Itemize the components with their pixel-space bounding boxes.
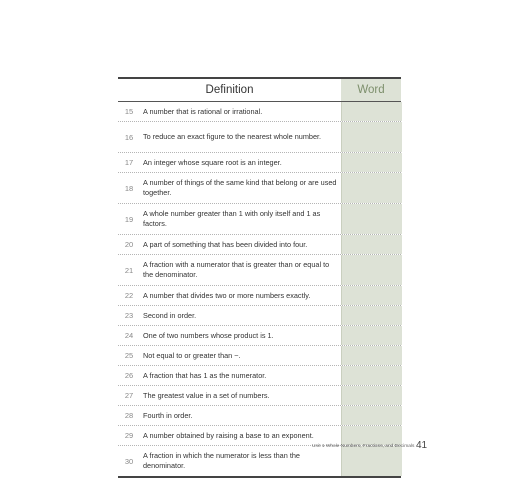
definition-text: A number obtained by raising a base to an exponent. xyxy=(143,430,314,440)
word-answer-cell[interactable] xyxy=(341,346,402,365)
word-answer-cell[interactable] xyxy=(341,153,402,172)
definition-text: A part of something that has been divided into four. xyxy=(143,239,308,249)
definition-text: An integer whose square root is an integer. xyxy=(143,157,282,167)
row-number: 15 xyxy=(124,107,134,116)
table-row xyxy=(118,153,401,173)
row-number: 16 xyxy=(124,132,134,142)
row-number: 30 xyxy=(124,456,134,466)
table-row xyxy=(118,235,401,255)
definition-text: To reduce an exact figure to the nearest whole number. xyxy=(143,132,322,142)
table-row xyxy=(118,173,401,204)
row-number: 27 xyxy=(124,391,134,400)
definition-text: Second in order. xyxy=(143,310,197,320)
word-answer-cell[interactable] xyxy=(341,255,402,285)
table-row xyxy=(118,326,401,346)
table-body xyxy=(118,102,401,476)
row-number: 25 xyxy=(124,351,134,360)
definition-text: One of two numbers whose product is 1. xyxy=(143,330,274,340)
row-number: 19 xyxy=(124,214,134,224)
word-header: Word xyxy=(341,79,401,101)
word-answer-cell[interactable] xyxy=(341,386,402,405)
word-answer-cell[interactable] xyxy=(341,235,402,254)
row-number: 26 xyxy=(124,371,134,380)
table-row xyxy=(118,306,401,326)
row-number: 24 xyxy=(124,331,134,340)
definition-text: A fraction that has 1 as the numerator. xyxy=(143,370,267,380)
word-answer-cell[interactable] xyxy=(341,446,402,476)
word-answer-cell[interactable] xyxy=(341,366,402,385)
definition-text: A number that divides two or more numbers exactly. xyxy=(143,290,311,300)
table-row xyxy=(118,446,401,476)
table-row xyxy=(118,386,401,406)
word-answer-cell[interactable] xyxy=(341,173,402,203)
row-number: 22 xyxy=(124,291,134,300)
row-number: 20 xyxy=(124,240,134,249)
table-row xyxy=(118,346,401,366)
word-answer-cell[interactable] xyxy=(341,406,402,425)
table-row xyxy=(118,286,401,306)
definition-text: A fraction in which the numerator is less than the denominator. xyxy=(143,451,300,470)
table-row xyxy=(118,366,401,386)
definition-text: The greatest value in a set of numbers. xyxy=(143,390,270,400)
page-number: 41 xyxy=(416,440,428,451)
word-answer-cell[interactable] xyxy=(341,286,402,305)
row-number: 18 xyxy=(124,183,134,193)
table-row xyxy=(118,122,401,153)
vocabulary-table xyxy=(118,77,401,478)
definition-text: A whole number greater than 1 with only itself and 1 as factors. xyxy=(143,209,321,228)
definition-text: A fraction with a numerator that is greater than or equal to the denominator. xyxy=(143,260,330,279)
definition-text: Not equal to or greater than ~. xyxy=(143,350,241,360)
table-row xyxy=(118,426,401,446)
row-number: 28 xyxy=(124,411,134,420)
word-answer-cell[interactable] xyxy=(341,102,402,121)
table-row xyxy=(118,255,401,286)
definition-text: Fourth in order. xyxy=(143,410,193,420)
table-header xyxy=(118,79,401,102)
word-answer-cell[interactable] xyxy=(341,306,402,325)
word-answer-cell[interactable] xyxy=(341,122,402,152)
row-number: 29 xyxy=(124,431,134,440)
definition-header: Definition xyxy=(205,84,254,96)
table-row xyxy=(118,102,401,122)
word-answer-cell[interactable] xyxy=(341,326,402,345)
word-answer-cell[interactable] xyxy=(341,426,402,445)
row-number: 23 xyxy=(124,311,134,320)
definition-text: A number of things of the same kind that belong or are used together. xyxy=(143,178,337,197)
row-number: 17 xyxy=(124,158,134,167)
footer-unit-text: Unit 1 Whole Numbers, Fractions, and Decimals xyxy=(312,444,415,449)
row-number: 21 xyxy=(124,265,134,275)
table-row xyxy=(118,204,401,235)
definition-text: A number that is rational or irrational. xyxy=(143,106,263,116)
table-row xyxy=(118,406,401,426)
word-answer-cell[interactable] xyxy=(341,204,402,234)
